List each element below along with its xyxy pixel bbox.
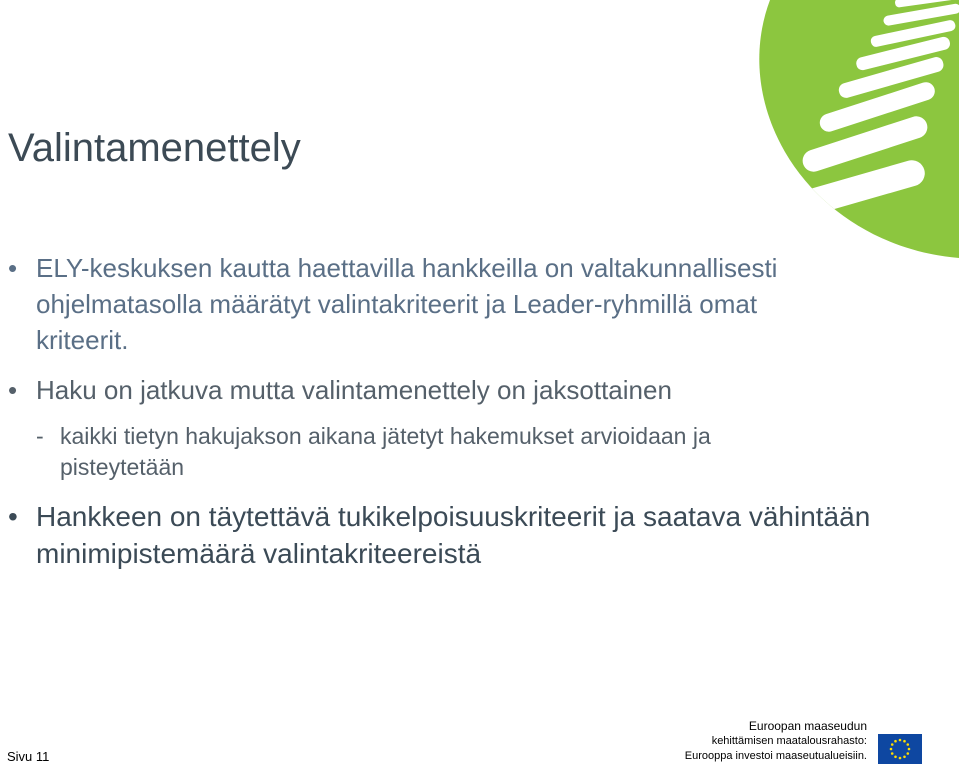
eu-funding-line-2: kehittämisen maatalousrahasto: xyxy=(711,735,867,747)
eu-star-icon xyxy=(906,752,909,755)
bullet-item-eligibility: • Hankkeen on täytettävä tukikelpoisuuskriteerit ja saatava vähintään minimipistemäärä valintakriteereistä xyxy=(36,498,876,572)
eu-star-icon xyxy=(903,755,906,758)
sub-bullet-text: kaikki tietyn hakujakson aikana jätetyt hakemukset arvioidaan ja pisteytetään xyxy=(60,423,711,480)
eu-star-icon xyxy=(894,755,897,758)
eu-flag-icon xyxy=(878,734,922,764)
page-number: Sivu 11 xyxy=(7,749,50,764)
eu-star-icon xyxy=(903,740,906,743)
leaf-decoration-icon xyxy=(715,0,959,262)
slide-title: Valintamenettely xyxy=(8,126,301,170)
eu-star-icon xyxy=(891,743,894,746)
sub-bullet-item xyxy=(36,421,796,483)
eu-funding-line-1: Euroopan maaseudun xyxy=(748,719,867,733)
eu-star-icon xyxy=(906,743,909,746)
sub-bullet-dash: - xyxy=(36,423,44,449)
eu-star-icon xyxy=(899,739,902,742)
eu-funding-text xyxy=(685,719,867,764)
eu-star-icon xyxy=(899,757,902,760)
eu-funding-line-3: Eurooppa investoi maaseutualueisiin. xyxy=(684,750,867,762)
eu-star-icon xyxy=(894,740,897,743)
eu-star-icon xyxy=(891,752,894,755)
bullet-item-selection-criteria: • ELY-keskuksen kautta haettavilla hankkeilla on valtakunnallisesti ohjelmatasolla määrätyt valintakriteerit ja Leader-ryhmillä omat kriteerit. xyxy=(36,250,856,358)
eu-star-icon xyxy=(908,748,911,751)
eu-star-icon xyxy=(890,748,893,751)
bullet-item-continuous-application: • Haku on jatkuva mutta valintamenettely on jaksottainen xyxy=(36,372,856,408)
